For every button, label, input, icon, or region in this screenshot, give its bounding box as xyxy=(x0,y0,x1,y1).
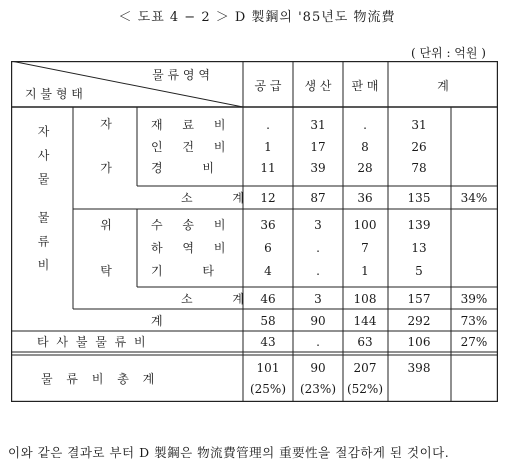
subgroup-self-char2: 가 xyxy=(100,161,112,175)
cell-production: . xyxy=(316,335,320,349)
group-logistics-cost: 물 류 비 xyxy=(36,211,50,275)
cell-supply: 43 xyxy=(260,335,276,349)
row-label-total: 계 xyxy=(151,314,163,328)
row-label: 재 료 비 xyxy=(151,118,234,132)
subgroup-self-char1: 자 xyxy=(100,117,112,131)
table-title: ＜ 도표 4 − 2 ＞ D 製鋼의 '85년도 物流費 xyxy=(118,10,396,25)
cell-total: 398 xyxy=(407,361,431,375)
row-label-subtotal: 소 계 xyxy=(181,191,262,205)
cell-sales-percent: (52%) xyxy=(346,382,384,396)
cell-sales: . xyxy=(363,118,367,132)
cell-total: 26 xyxy=(411,140,427,154)
cell-sales: 144 xyxy=(353,314,377,328)
header-supply: 공 급 xyxy=(254,79,282,93)
cell-supply: 12 xyxy=(260,191,276,205)
cell-production: 90 xyxy=(310,314,326,328)
row-label: 하 역 비 xyxy=(151,241,234,255)
cell-sales: 100 xyxy=(353,218,377,232)
cell-sales: 108 xyxy=(353,292,377,306)
row-label-grand-total: 물 류 비 총 계 xyxy=(41,372,160,386)
unit-label: ( 단위 : 억원 ) xyxy=(410,46,486,60)
header-production: 생 산 xyxy=(304,79,332,93)
cell-production: . xyxy=(316,264,320,278)
cell-production: 90 xyxy=(310,361,326,375)
subgroup-consign-char2: 탁 xyxy=(100,264,112,278)
cell-supply-percent: (25%) xyxy=(249,382,287,396)
cell-production: . xyxy=(316,241,320,255)
cell-sales: 63 xyxy=(357,335,373,349)
cell-supply: 58 xyxy=(260,314,276,328)
cell-percent: 34% xyxy=(460,191,488,205)
row-label: 경 비 xyxy=(151,161,232,175)
footer-text: 이와 같은 결과로 부터 D 製鋼은 物流費管理의 重要性을 절감하게 된 것이다. xyxy=(8,445,450,460)
group-self-logistics: 자 사 물 xyxy=(36,125,50,189)
logistics-cost-table xyxy=(11,61,498,402)
cell-supply: 11 xyxy=(260,161,276,175)
cell-total: 106 xyxy=(407,335,431,349)
cell-supply: 101 xyxy=(256,361,280,375)
row-label-other-company: 타 사 불 물 류 비 xyxy=(37,335,148,349)
row-label-subtotal: 소 계 xyxy=(181,292,262,306)
cell-total: 292 xyxy=(407,314,431,328)
cell-sales: 8 xyxy=(361,140,369,154)
cell-supply: 46 xyxy=(260,292,276,306)
cell-supply: 4 xyxy=(264,264,272,278)
cell-supply: 6 xyxy=(264,241,272,255)
header-total: 계 xyxy=(437,79,449,93)
cell-production: 39 xyxy=(310,161,326,175)
cell-total: 135 xyxy=(407,191,431,205)
row-label: 기 타 xyxy=(151,264,232,278)
cell-production: 31 xyxy=(310,118,326,132)
cell-percent: 73% xyxy=(460,314,488,328)
cell-supply: 1 xyxy=(264,140,272,154)
cell-supply: 36 xyxy=(260,218,276,232)
row-label: 수 송 비 xyxy=(151,218,234,232)
cell-sales: 36 xyxy=(357,191,373,205)
cell-production: 3 xyxy=(314,218,322,232)
cell-production: 17 xyxy=(310,140,326,154)
row-label: 인 건 비 xyxy=(151,140,234,154)
cell-sales: 1 xyxy=(361,264,369,278)
subgroup-consign-char1: 위 xyxy=(100,218,112,232)
cell-sales: 28 xyxy=(357,161,373,175)
cell-percent: 39% xyxy=(460,292,488,306)
cell-production: 3 xyxy=(314,292,322,306)
header-flow-area: 물 류 영 역 xyxy=(152,68,210,82)
cell-percent: 27% xyxy=(460,335,488,349)
cell-total: 31 xyxy=(411,118,427,132)
cell-total: 157 xyxy=(407,292,431,306)
cell-total: 5 xyxy=(415,264,423,278)
header-payment-type: 지 불 형 태 xyxy=(25,87,83,101)
cell-sales: 207 xyxy=(353,361,377,375)
cell-total: 78 xyxy=(411,161,427,175)
header-sales: 판 매 xyxy=(351,79,379,93)
cell-total: 139 xyxy=(407,218,431,232)
cell-total: 13 xyxy=(411,241,427,255)
cell-supply: . xyxy=(266,118,270,132)
cell-production: 87 xyxy=(310,191,326,205)
cell-sales: 7 xyxy=(361,241,369,255)
cell-production-percent: (23%) xyxy=(299,382,337,396)
